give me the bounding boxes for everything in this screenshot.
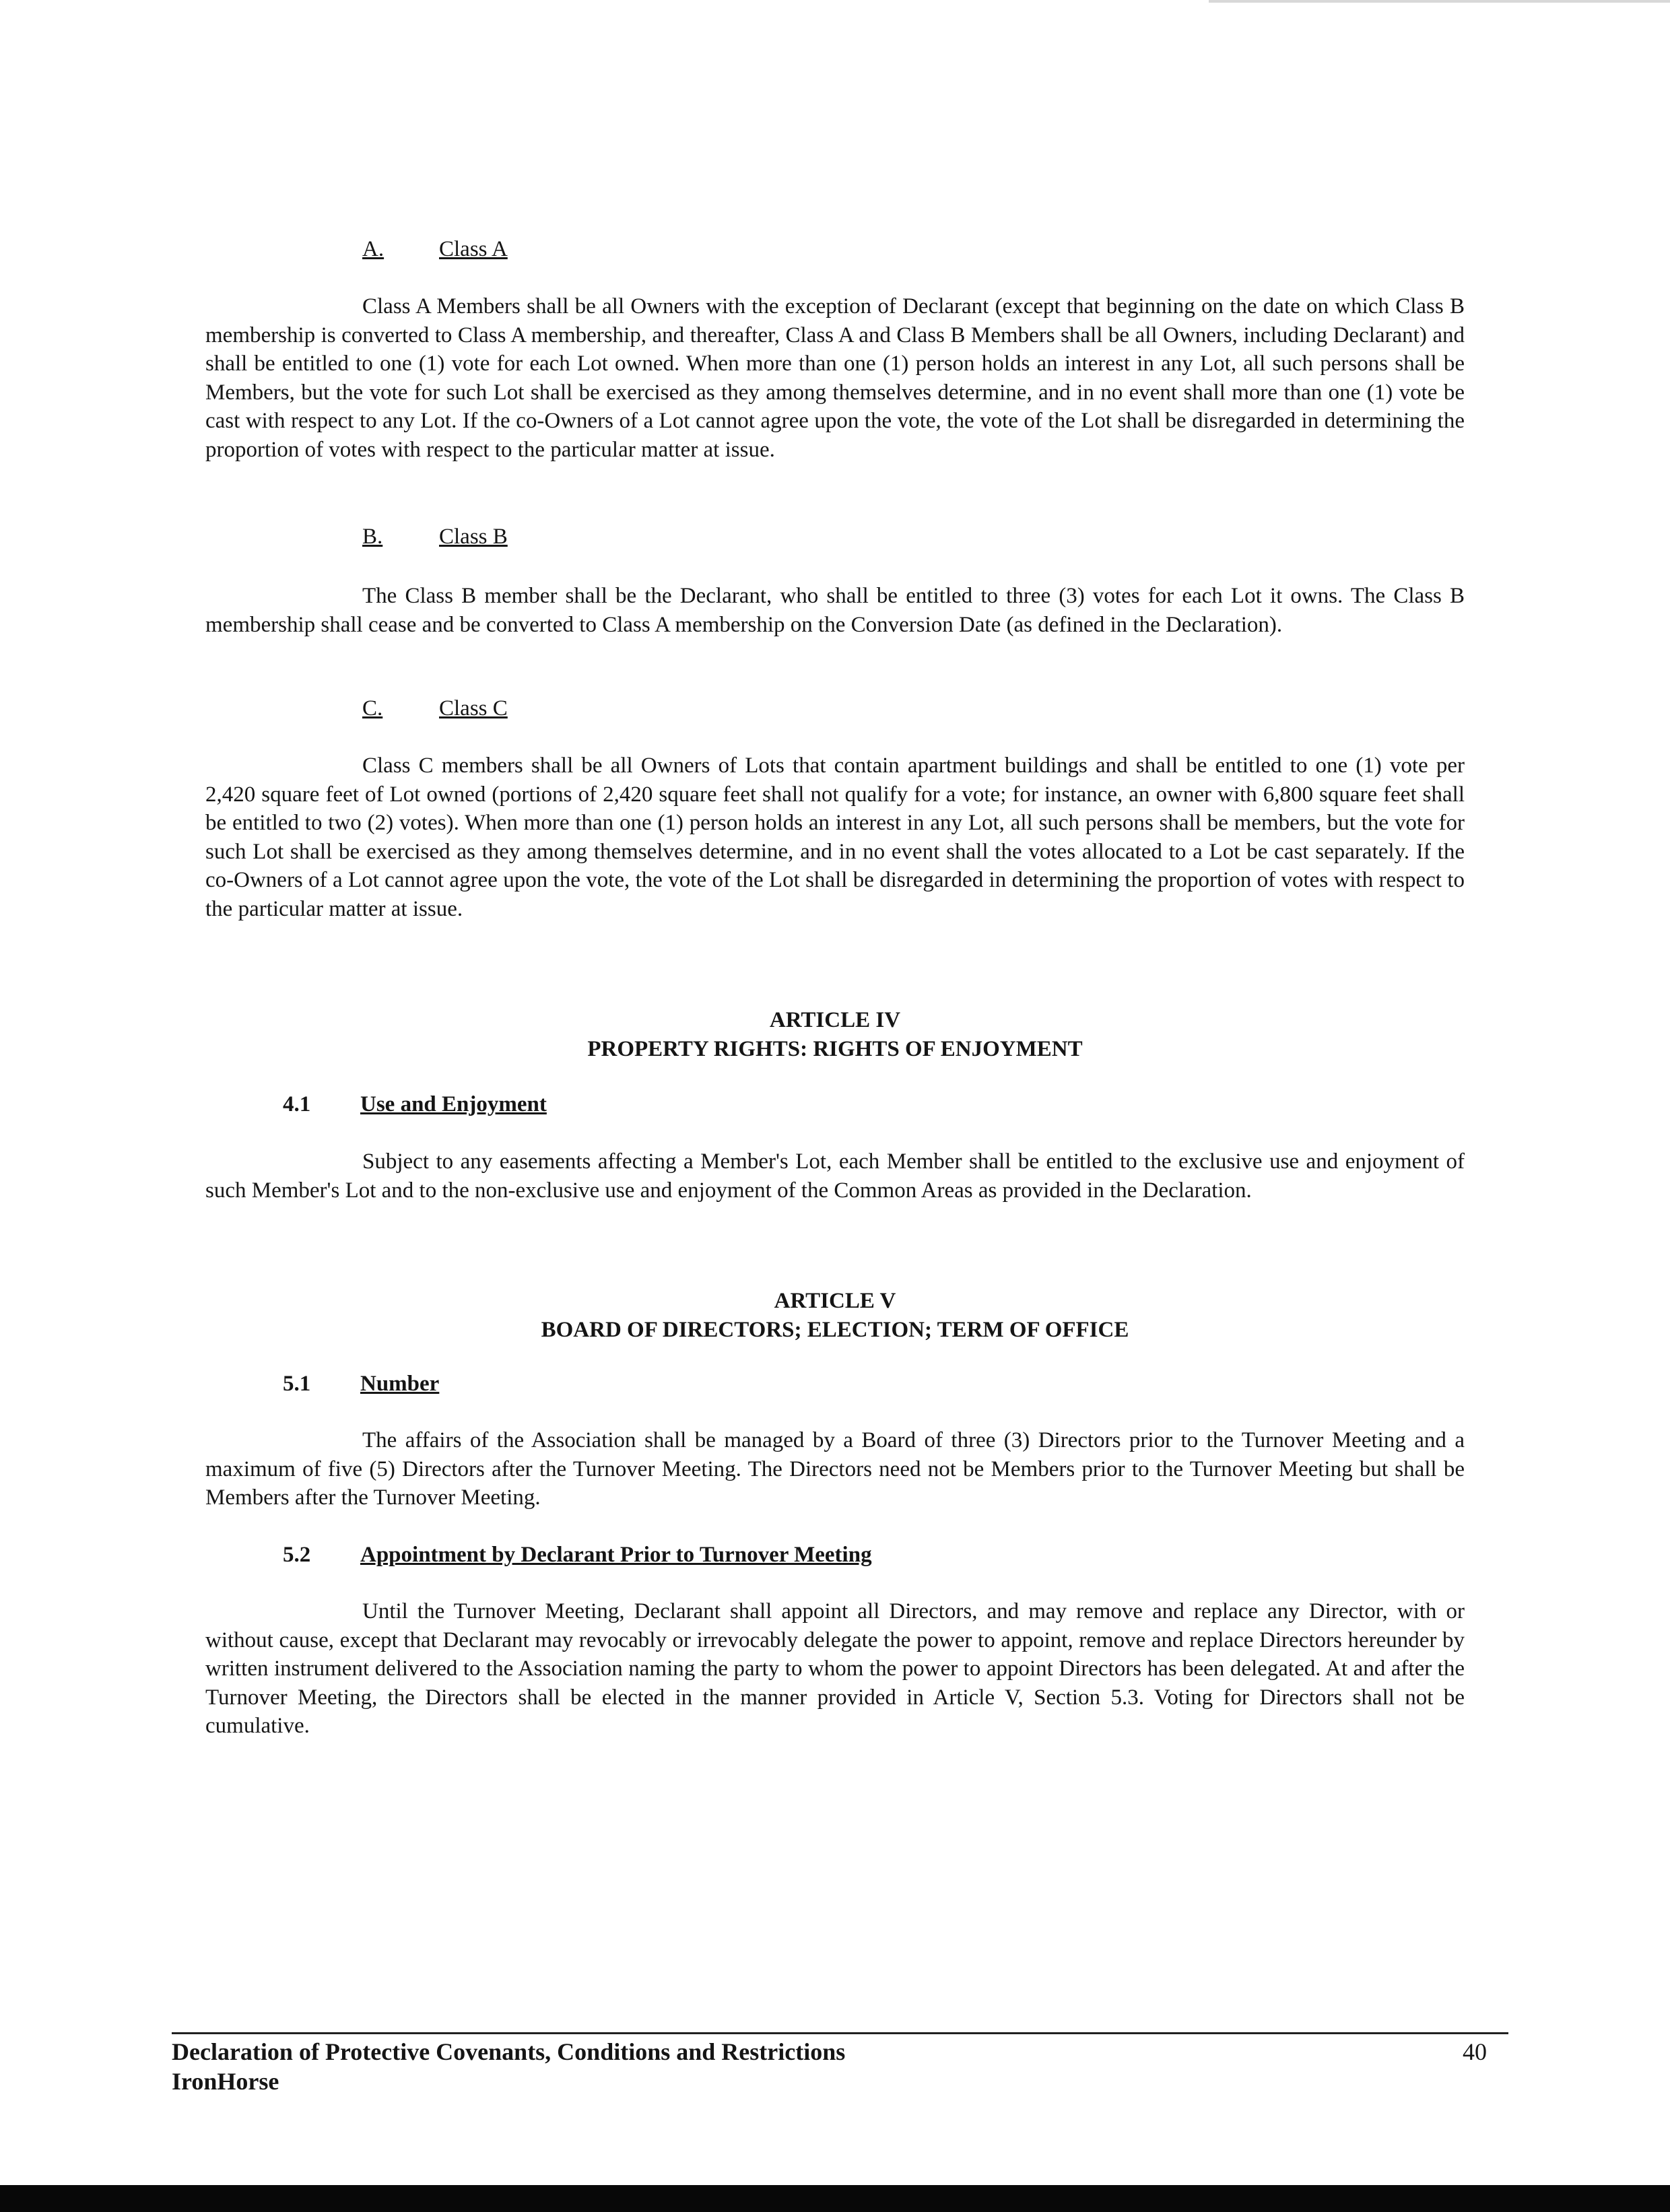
article-iv-title: PROPERTY RIGHTS: RIGHTS OF ENJOYMENT: [587, 1037, 1083, 1061]
class-a-title: Class A: [439, 237, 508, 261]
class-a-heading: [362, 235, 508, 263]
class-c-title: Class C: [439, 696, 508, 720]
section-5-1-paragraph: The affairs of the Association shall be managed by a Board of three (3) Directors prior to the Turnover Meeting and a maximum of five (5) Directors after the Turnover Meeting. The Directors need not be Members prior to the Turnover Meeting but shall be Members after the Turnover Meeting.: [205, 1428, 1465, 1510]
section-5-2-paragraph: Until the Turnover Meeting, Declarant shall appoint all Directors, and may remove and replace any Director, with or without cause, except that Declarant may revocably or irrevocably delegate the power to appoint, remove and replace Directors hereunder by written instrument delivered to the Association naming the party to whom the power to appoint Directors has been delegated. At and after the Turnover Meeting, the Directors shall be elected in the manner provided in Article V, Section 5.3. Voting for Directors shall not be cumulative.: [205, 1599, 1465, 1738]
section-5-1-number: 5.1: [283, 1372, 311, 1396]
section-5-2-number: 5.2: [283, 1543, 311, 1567]
article-v-label: ARTICLE V: [774, 1289, 896, 1313]
footer-project-name: IronHorse: [172, 2068, 279, 2095]
article-v-title: BOARD OF DIRECTORS; ELECTION; TERM OF OFFICE: [541, 1318, 1129, 1342]
section-5-1-heading: [283, 1370, 439, 1398]
class-b-paragraph: The Class B member shall be the Declarant, who shall be entitled to three (3) votes for each Lot it owns. The Class B membership shall cease and be converted to Class A membership on the Conversion Date (as defined in the Declaration).: [205, 584, 1465, 637]
scan-edge-line: [1209, 0, 1670, 3]
page-number: 40: [1463, 2038, 1487, 2065]
class-b-letter: B.: [362, 525, 383, 549]
scan-bottom-edge: [0, 2185, 1670, 2212]
class-a-letter: A.: [362, 237, 385, 261]
class-a-paragraph: Class A Members shall be all Owners with the exception of Declarant (except that beginning on the date on which Class B membership is converted to Class A membership, and thereafter, Class A and Class B Members shall be all Owners, including Declarant) and shall be entitled to one (1) vote for each Lot owned. When more than one (1) person holds an interest in any Lot, all such persons shall be Members, but the vote for such Lot shall be exercised as they among themselves determine, and in no event shall more than one (1) vote be cast with respect to any Lot. If the co-Owners of a Lot cannot agree upon the vote, the vote of the Lot shall be disregarded in determining the proportion of votes with respect to the particular matter at issue.: [205, 294, 1465, 462]
class-b-title: Class B: [439, 525, 508, 549]
class-c-heading: [362, 694, 508, 723]
section-4-1-title: Use and Enjoyment: [360, 1092, 547, 1116]
section-5-1-title: Number: [360, 1372, 440, 1396]
footer-divider: [172, 2032, 1508, 2034]
section-5-2-title: Appointment by Declarant Prior to Turnover Meeting: [360, 1543, 872, 1567]
class-c-paragraph: Class C members shall be all Owners of Lots that contain apartment buildings and shall be entitled to one (1) vote per 2,420 square feet of Lot owned (portions of 2,420 square feet shall not qualify for a vote; for instance, an owner with 6,800 square feet shall be entitled to two (2) votes). When more than one (1) person holds an interest in any Lot, all such persons shall be members, but the vote for such Lot shall be exercised as they among themselves determine, and in no event shall the votes allocated to a Lot be cast separately. If the co-Owners of a Lot cannot agree upon the vote, the vote of the Lot shall be disregarded in determining the proportion of votes with respect to the particular matter at issue.: [205, 753, 1465, 921]
footer-document-title: Declaration of Protective Covenants, Conditions and Restrictions: [172, 2038, 846, 2065]
section-5-2-heading: [283, 1541, 872, 1569]
section-4-1-heading: [283, 1090, 547, 1118]
class-c-letter: C.: [362, 696, 383, 720]
section-4-1-paragraph: Subject to any easements affecting a Member's Lot, each Member shall be entitled to the exclusive use and enjoyment of such Member's Lot and to the non-exclusive use and enjoyment of the Common Areas as provided in the Declaration.: [205, 1149, 1465, 1203]
article-iv-label: ARTICLE IV: [769, 1008, 901, 1032]
section-4-1-number: 4.1: [283, 1092, 311, 1116]
class-b-heading: [362, 523, 508, 551]
